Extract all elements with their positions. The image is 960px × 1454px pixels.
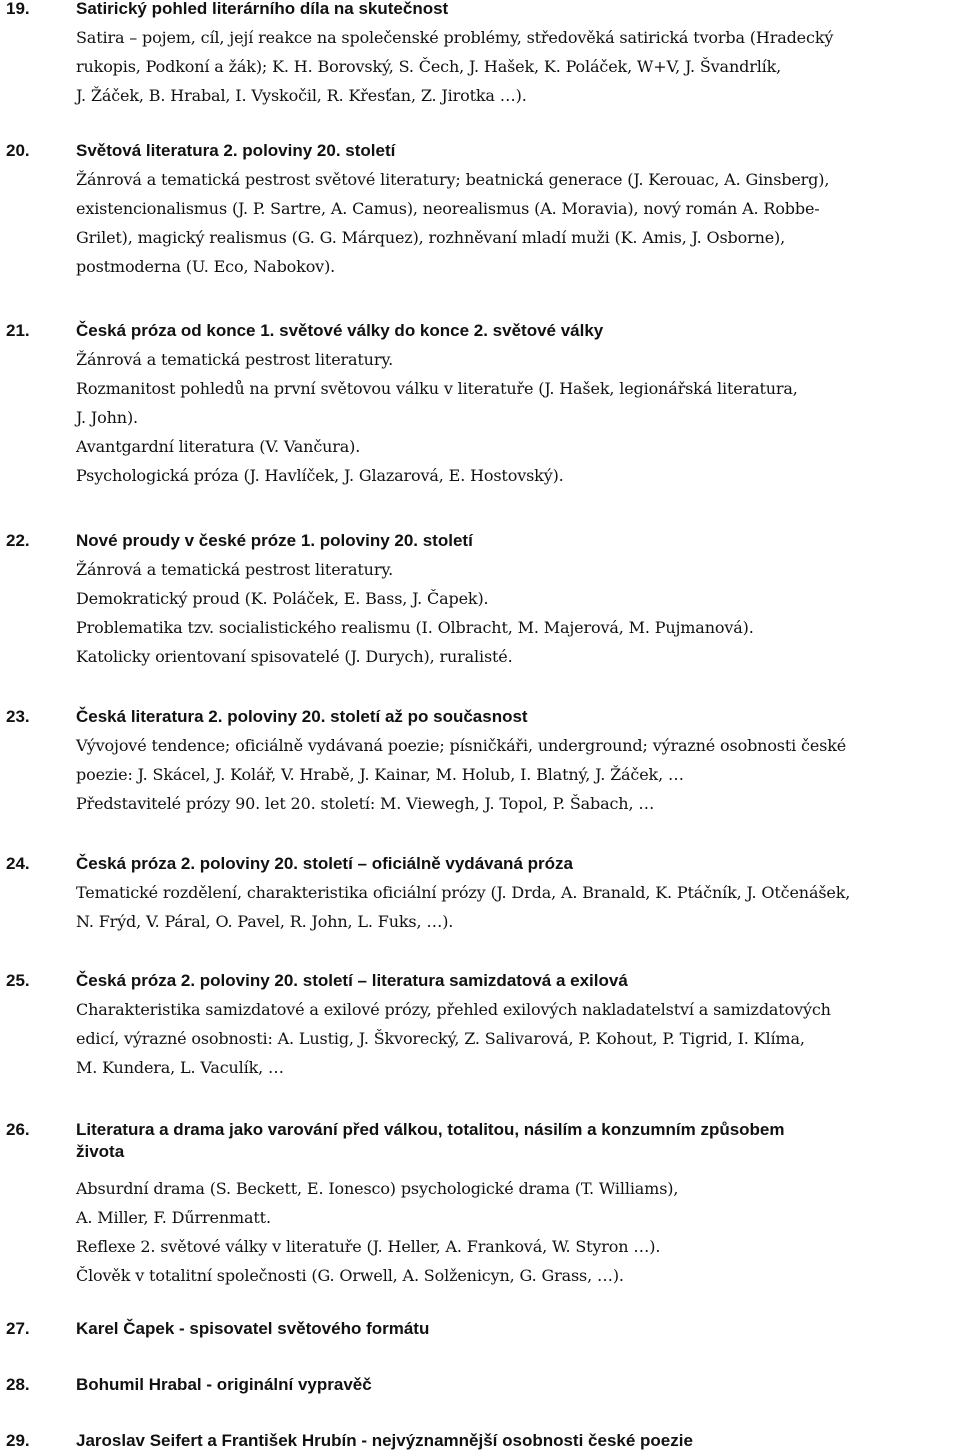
topic-number: 19. [6,0,30,18]
topic-number: 28. [6,1375,30,1394]
topic-description-line: Katolicky orientovaní spisovatelé (J. Durych), ruralisté. [76,647,513,666]
topic-description-line: Demokratický proud (K. Poláček, E. Bass, J. Čapek). [76,589,489,608]
topic-title-line: Bohumil Hrabal - originální vypravěč [76,1375,372,1394]
topic-description-line: postmoderna (U. Eco, Nabokov). [76,257,336,276]
topic-title [76,320,956,342]
topic-title [76,1119,956,1163]
topic-description [76,731,956,818]
topic-number: 26. [6,1120,30,1139]
topic-description-line: rukopis, Podkoní a žák); K. H. Borovský, S. Čech, J. Hašek, K. Poláček, W+V, J. Švandrlík, [76,57,782,76]
topic-description-line: existencionalismus (J. P. Sartre, A. Camus), neorealismus (A. Moravia), nový román A. Robbe- [76,199,820,218]
topic-title-line: Česká próza od konce 1. světové války do konce 2. světové války [76,321,604,340]
topic-title [76,530,956,552]
topic-title [76,1374,956,1396]
topic-title [76,140,956,162]
topic-description-line: Rozmanitost pohledů na první světovou válku v literatuře (J. Hašek, legionářská literatura, [76,379,798,398]
topic-number: 24. [6,854,30,873]
topic-number: 23. [6,707,30,726]
topic-title-line: Česká literatura 2. poloviny 20. století až po současnost [76,707,528,726]
topic-description-line: Žánrová a tematická pestrost literatury. [76,560,394,579]
topic-title-line: Česká próza 2. poloviny 20. století – oficiálně vydávaná próza [76,854,573,873]
topic-description-line: Absurdní drama (S. Beckett, E. Ionesco) psychologické drama (T. Williams), [76,1179,679,1198]
topic-number: 20. [6,141,30,160]
topic-description-line: M. Kundera, L. Vaculík, … [76,1058,284,1077]
topic-title [76,1318,956,1340]
topic-description-line: poezie: J. Skácel, J. Kolář, V. Hrabě, J. Kainar, M. Holub, I. Blatný, J. Žáček, … [76,765,684,784]
topic-description-line: Satira – pojem, cíl, její reakce na společenské problémy, středověká satirická tvorba (Hradecký [76,28,834,47]
topic-description-line: N. Frýd, V. Páral, O. Pavel, R. John, L. Fuks, …). [76,912,454,931]
topic-number: 29. [6,1431,30,1450]
topic-number: 21. [6,321,30,340]
topic-description-line: edicí, výrazné osobnosti: A. Lustig, J. Škvorecký, Z. Salivarová, P. Kohout, P. Tigrid, I. Klíma, [76,1029,805,1048]
topic-description [76,345,956,490]
topic-title-line: Česká próza 2. poloviny 20. století – literatura samizdatová a exilová [76,971,628,990]
topic-number: 22. [6,531,30,550]
topic-description-line: Avantgardní literatura (V. Vančura). [76,437,361,456]
topic-title [76,970,956,992]
topic-description [76,995,956,1082]
topic-description [76,555,956,671]
topic-description-line: Vývojové tendence; oficiálně vydávaná poezie; písničkáři, underground; výrazné osobnosti české [76,736,847,755]
topic-description-line: Žánrová a tematická pestrost literatury. [76,350,394,369]
topic-title-line: Světová literatura 2. poloviny 20. století [76,141,396,160]
topic-description-line: A. Miller, F. Dűrrenmatt. [76,1208,271,1227]
topic-description-line: Grilet), magický realismus (G. G. Márquez), rozhněvaní mladí muži (K. Amis, J. Osborne), [76,228,786,247]
topic-description-line: J. Žáček, B. Hrabal, I. Vyskočil, R. Křesťan, Z. Jirotka …). [76,86,527,105]
topic-description-line: J. John). [76,408,138,427]
topic-description-line: Reflexe 2. světové války v literatuře (J. Heller, A. Franková, W. Styron …). [76,1237,661,1256]
topic-title-line: Literatura a drama jako varování před válkou, totalitou, násilím a konzumním způsobem [76,1120,785,1139]
topic-description [76,878,956,936]
topic-title-line: života [76,1142,125,1161]
topic-description-line: Člověk v totalitní společnosti (G. Orwell, A. Solženicyn, G. Grass, …). [76,1266,624,1285]
topic-description [76,23,956,110]
topic-title [76,0,956,20]
topic-title-line: Nové proudy v české próze 1. poloviny 20. století [76,531,473,550]
topic-description-line: Problematika tzv. socialistického realismu (I. Olbracht, M. Majerová, M. Pujmanová). [76,618,754,637]
topic-description [76,1174,956,1290]
topic-description-line: Charakteristika samizdatové a exilové prózy, přehled exilových nakladatelství a samizdatových [76,1000,831,1019]
topic-title [76,853,956,875]
topic-description [76,165,956,281]
topic-description-line: Tematické rozdělení, charakteristika oficiální prózy (J. Drda, A. Branald, K. Ptáčník, J. Otčenášek, [76,883,851,902]
topic-title-line: Karel Čapek - spisovatel světového formátu [76,1319,430,1338]
topic-description-line: Žánrová a tematická pestrost světové literatury; beatnická generace (J. Kerouac, A. Ginsberg), [76,170,830,189]
topic-number: 25. [6,971,30,990]
topic-title-line: Satirický pohled literárního díla na skutečnost [76,0,449,18]
topic-description-line: Psychologická próza (J. Havlíček, J. Glazarová, E. Hostovský). [76,466,564,485]
topic-title [76,1430,956,1452]
topic-title-line: Jaroslav Seifert a František Hrubín - nejvýznamnější osobnosti české poezie [76,1431,693,1450]
topic-number: 27. [6,1319,30,1338]
topic-title [76,706,956,728]
topic-description-line: Představitelé prózy 90. let 20. století: M. Viewegh, J. Topol, P. Šabach, … [76,794,655,813]
